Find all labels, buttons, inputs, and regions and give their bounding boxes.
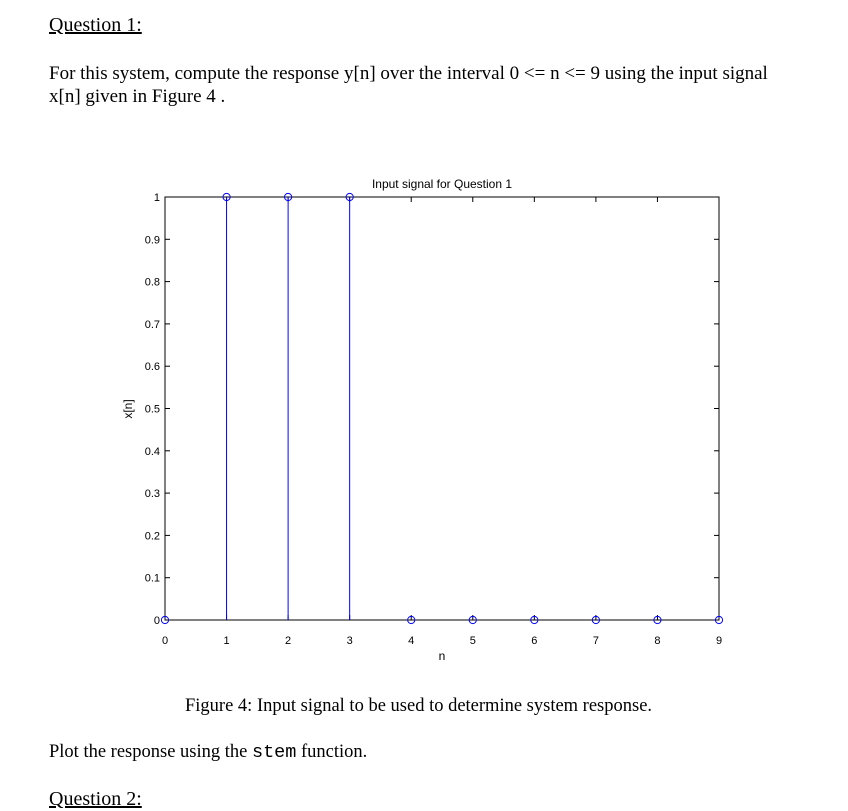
x-tick-label: 7 — [592, 635, 599, 647]
y-tick-label: 0.8 — [144, 276, 160, 289]
y-tick-label: 1 — [153, 192, 160, 204]
x-tick-label: 0 — [161, 635, 169, 647]
x-tick-label: 3 — [346, 635, 353, 647]
y-tick-label: 0.5 — [144, 403, 160, 416]
x-tick-label: 1 — [223, 635, 230, 647]
axis-ticks — [165, 197, 719, 620]
x-tick-label: 5 — [469, 635, 476, 647]
y-tick-label: 0.6 — [144, 361, 160, 374]
x-tick-label: 2 — [285, 635, 292, 647]
chart-title: Input signal for Question 1 — [371, 177, 513, 191]
x-axis-label: n — [438, 649, 446, 663]
y-tick-label: 0 — [153, 615, 160, 627]
x-tick-label: 6 — [531, 635, 538, 647]
y-tick-label: 0.2 — [144, 530, 160, 543]
stem-code-word: stem — [251, 742, 297, 763]
x-tick-label: 9 — [715, 635, 723, 647]
x-tick-label: 8 — [654, 635, 661, 647]
y-axis-label: x[n] — [121, 399, 135, 419]
question-1-heading: Question 1: — [49, 14, 142, 36]
plot-area-frame — [165, 197, 719, 620]
y-tick-label: 0.7 — [144, 318, 160, 331]
y-tick-label: 0.4 — [144, 445, 160, 458]
y-tick-label: 0.3 — [144, 488, 160, 501]
tick-labels — [145, 192, 722, 647]
question-1-text-line-1: For this system, compute the response y[n] over the interval 0 <= n <= 9 using the input signal — [49, 63, 768, 84]
plot-instruction — [49, 742, 367, 763]
question-1-text-line-2: x[n] given in Figure 4 . — [49, 86, 226, 107]
question-2-heading: Question 2: — [49, 788, 142, 810]
plot-instruction-suffix: function. — [296, 742, 368, 762]
y-tick-label: 0.9 — [144, 234, 160, 247]
y-tick-label: 0.1 — [144, 572, 160, 585]
x-tick-label: 4 — [408, 635, 415, 647]
figure-caption: Figure 4: Input signal to be used to determine system response. — [185, 696, 653, 716]
stem-series — [161, 193, 722, 623]
plot-instruction-text: Plot the response using the — [49, 742, 252, 762]
